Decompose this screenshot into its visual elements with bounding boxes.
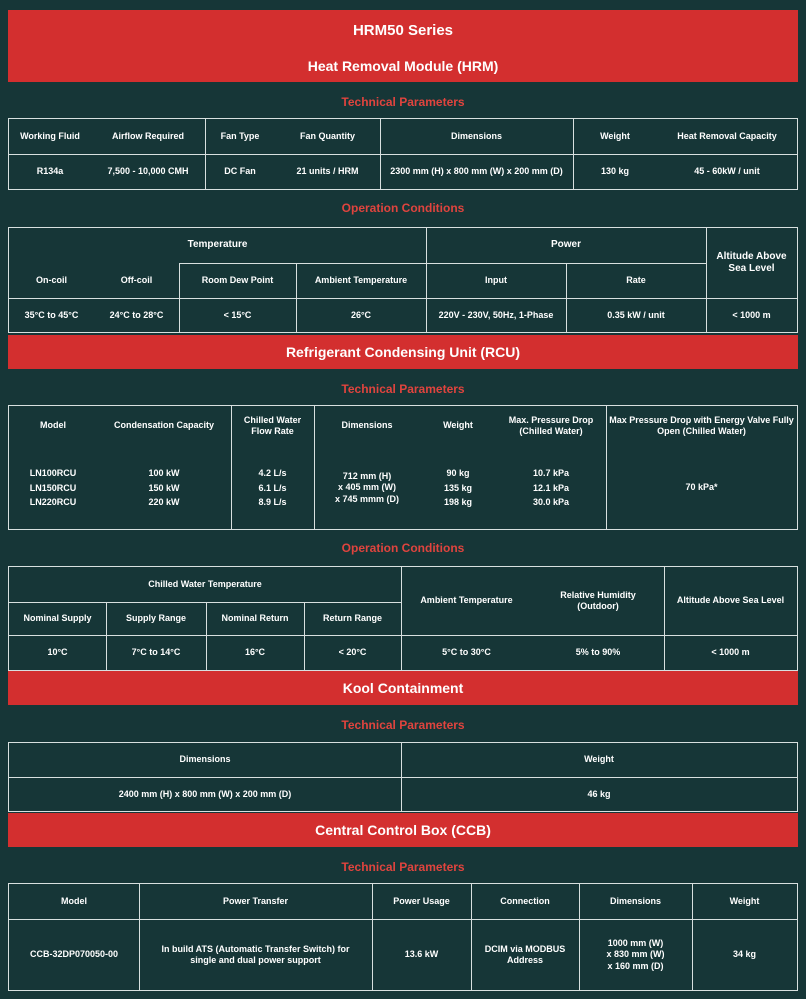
kool-header-dimensions: Dimensions xyxy=(179,754,231,765)
ccb-header-dimensions: Dimensions xyxy=(609,895,661,906)
rcu-op-value-nominal-supply: 10°C xyxy=(47,647,68,658)
rcu-tech-title: Technical Parameters xyxy=(341,382,465,396)
ccb-header-weight: Weight xyxy=(729,895,760,906)
hrm-op-value-altitude: < 1000 m xyxy=(732,309,771,320)
rcu-value-flow-rates: 4.2 L/s 6.1 L/s 8.9 L/s xyxy=(258,468,287,508)
hrm-op-header-off-coil: Off-coil xyxy=(120,274,153,285)
hrm-op-value-on-coil: 35°C to 45°C xyxy=(24,309,79,320)
hrm-value-fan-type: DC Fan xyxy=(224,166,256,177)
hrm-op-power-group: Power xyxy=(550,239,581,251)
hrm-tech-table xyxy=(8,118,798,190)
ccb-value-power-usage: 13.6 kW xyxy=(404,949,439,960)
ccb-value-connection: DCIM via MODBUS Address xyxy=(484,943,566,965)
hrm-op-value-ambient: 26°C xyxy=(350,309,372,320)
hrm-op-value-input: 220V - 230V, 50Hz, 1-Phase xyxy=(438,309,554,320)
rcu-header-capacity: Condensation Capacity xyxy=(113,420,214,431)
kool-banner: Kool Containment xyxy=(8,671,798,705)
hrm-header-dimensions: Dimensions xyxy=(450,130,502,141)
hrm-tech-title: Technical Parameters xyxy=(341,95,465,109)
hrm-value-fan-quantity: 21 units / HRM xyxy=(296,166,359,177)
ccb-value-power-transfer: In build ATS (Automatic Transfer Switch) for single and dual power support xyxy=(161,943,350,965)
rcu-op-value-ambient: 5°C to 30°C xyxy=(442,647,491,658)
rcu-op-header-ambient: Ambient Temperature xyxy=(420,595,513,606)
hrm-header-airflow: Airflow Required xyxy=(111,130,184,141)
ccb-header-power-transfer: Power Transfer xyxy=(222,895,289,906)
hrm-op-header-ambient: Ambient Temperature xyxy=(314,274,408,285)
hrm-op-table xyxy=(8,227,798,333)
hrm-title: Heat Removal Module (HRM) xyxy=(307,58,499,74)
rcu-header-pressure-drop: Max. Pressure Drop (Chilled Water) xyxy=(508,414,594,436)
ccb-table xyxy=(8,883,798,991)
rcu-banner: Refrigerant Condensing Unit (RCU) xyxy=(8,335,798,369)
hrm-op-value-dew-point: < 15°C xyxy=(223,309,252,320)
ccb-header-power-usage: Power Usage xyxy=(393,895,450,906)
hrm-header-heat-removal: Heat Removal Capacity xyxy=(677,130,777,141)
hrm-op-altitude-header: Altitude Above Sea Level xyxy=(716,250,787,274)
hrm-op-temperature-group: Temperature xyxy=(187,239,248,251)
hrm-header-fan-type: Fan Type xyxy=(220,130,260,141)
hrm-header-weight: Weight xyxy=(600,130,630,141)
ccb-value-weight: 34 kg xyxy=(732,949,756,960)
rcu-op-table xyxy=(8,566,798,671)
rcu-header-model: Model xyxy=(40,420,66,431)
rcu-header-dimensions: Dimensions xyxy=(341,420,393,431)
kool-tech-title: Technical Parameters xyxy=(341,718,465,732)
rcu-op-title: Operation Conditions xyxy=(341,541,465,555)
rcu-value-pressure-drops: 10.7 kPa 12.1 kPa 30.0 kPa xyxy=(532,468,570,508)
rcu-header-flow-rate: Chilled Water Flow Rate xyxy=(243,414,302,436)
rcu-tech-table xyxy=(8,405,798,530)
ccb-banner: Central Control Box (CCB) xyxy=(8,813,798,847)
rcu-op-value-supply-range: 7°C to 14°C xyxy=(131,647,181,658)
rcu-op-header-altitude: Altitude Above Sea Level xyxy=(676,595,785,606)
rcu-op-header-return-range: Return Range xyxy=(322,612,382,623)
hrm-op-value-rate: 0.35 kW / unit xyxy=(607,309,665,320)
rcu-value-dimensions: 712 mm (H) x 405 mm (W) x 745 mmm (D) xyxy=(334,471,400,504)
hrm-value-weight: 130 kg xyxy=(600,166,630,177)
rcu-op-header-nominal-supply: Nominal Supply xyxy=(23,612,92,623)
hrm-value-dimensions: 2300 mm (H) x 800 mm (W) x 200 mm (D) xyxy=(390,166,563,177)
hrm-value-working-fluid: R134a xyxy=(36,166,64,177)
ccb-value-model: CCB-32DP070050-00 xyxy=(29,949,119,960)
hrm-op-title: Operation Conditions xyxy=(341,201,465,215)
rcu-value-weights: 90 kg 135 kg 198 kg xyxy=(443,468,473,508)
hrm-op-value-off-coil: 24°C to 28°C xyxy=(109,309,164,320)
ccb-value-dimensions: 1000 mm (W) x 830 mm (W) x 160 mm (D) xyxy=(606,938,665,971)
hrm-header-working-fluid: Working Fluid xyxy=(20,130,80,141)
kool-value-weight: 46 kg xyxy=(587,788,611,799)
rcu-op-header-supply-range: Supply Range xyxy=(125,612,186,623)
kool-header-weight: Weight xyxy=(584,754,614,765)
rcu-op-value-return-range: < 20°C xyxy=(338,647,367,658)
hrm-banner xyxy=(8,10,798,82)
hrm-op-header-rate: Rate xyxy=(626,274,646,285)
hrm-value-airflow: 7,500 - 10,000 CMH xyxy=(107,166,189,177)
kool-value-dimensions: 2400 mm (H) x 800 mm (W) x 200 mm (D) xyxy=(118,788,292,799)
kool-table xyxy=(8,742,798,812)
rcu-op-header-nominal-return: Nominal Return xyxy=(221,612,289,623)
hrm-header-fan-quantity: Fan Quantity xyxy=(299,130,355,141)
rcu-value-models: LN100RCU LN150RCU LN220RCU xyxy=(29,468,77,508)
series-title: HRM50 Series xyxy=(352,22,454,39)
rcu-op-value-humidity: 5% to 90% xyxy=(575,647,621,658)
rcu-op-value-nominal-return: 16°C xyxy=(244,647,266,658)
rcu-header-weight: Weight xyxy=(443,420,473,431)
hrm-op-header-input: Input xyxy=(485,274,507,285)
rcu-value-valve-pressure-drop: 70 kPa* xyxy=(685,482,718,493)
rcu-op-chilled-group: Chilled Water Temperature xyxy=(148,578,262,589)
ccb-header-connection: Connection xyxy=(500,895,550,906)
ccb-tech-title: Technical Parameters xyxy=(341,860,465,874)
rcu-value-capacities: 100 kW 150 kW 220 kW xyxy=(148,468,180,508)
rcu-op-header-humidity: Relative Humidity (Outdoor) xyxy=(560,589,636,611)
hrm-value-heat-removal: 45 - 60kW / unit xyxy=(694,166,760,177)
ccb-header-model: Model xyxy=(61,895,87,906)
hrm-op-header-on-coil: On-coil xyxy=(36,274,67,285)
rcu-op-value-altitude: < 1000 m xyxy=(711,647,750,658)
rcu-header-valve-pressure-drop: Max Pressure Drop with Energy Valve Fully Open (Chilled Water) xyxy=(609,414,794,436)
hrm-op-header-dew-point: Room Dew Point xyxy=(201,274,274,285)
